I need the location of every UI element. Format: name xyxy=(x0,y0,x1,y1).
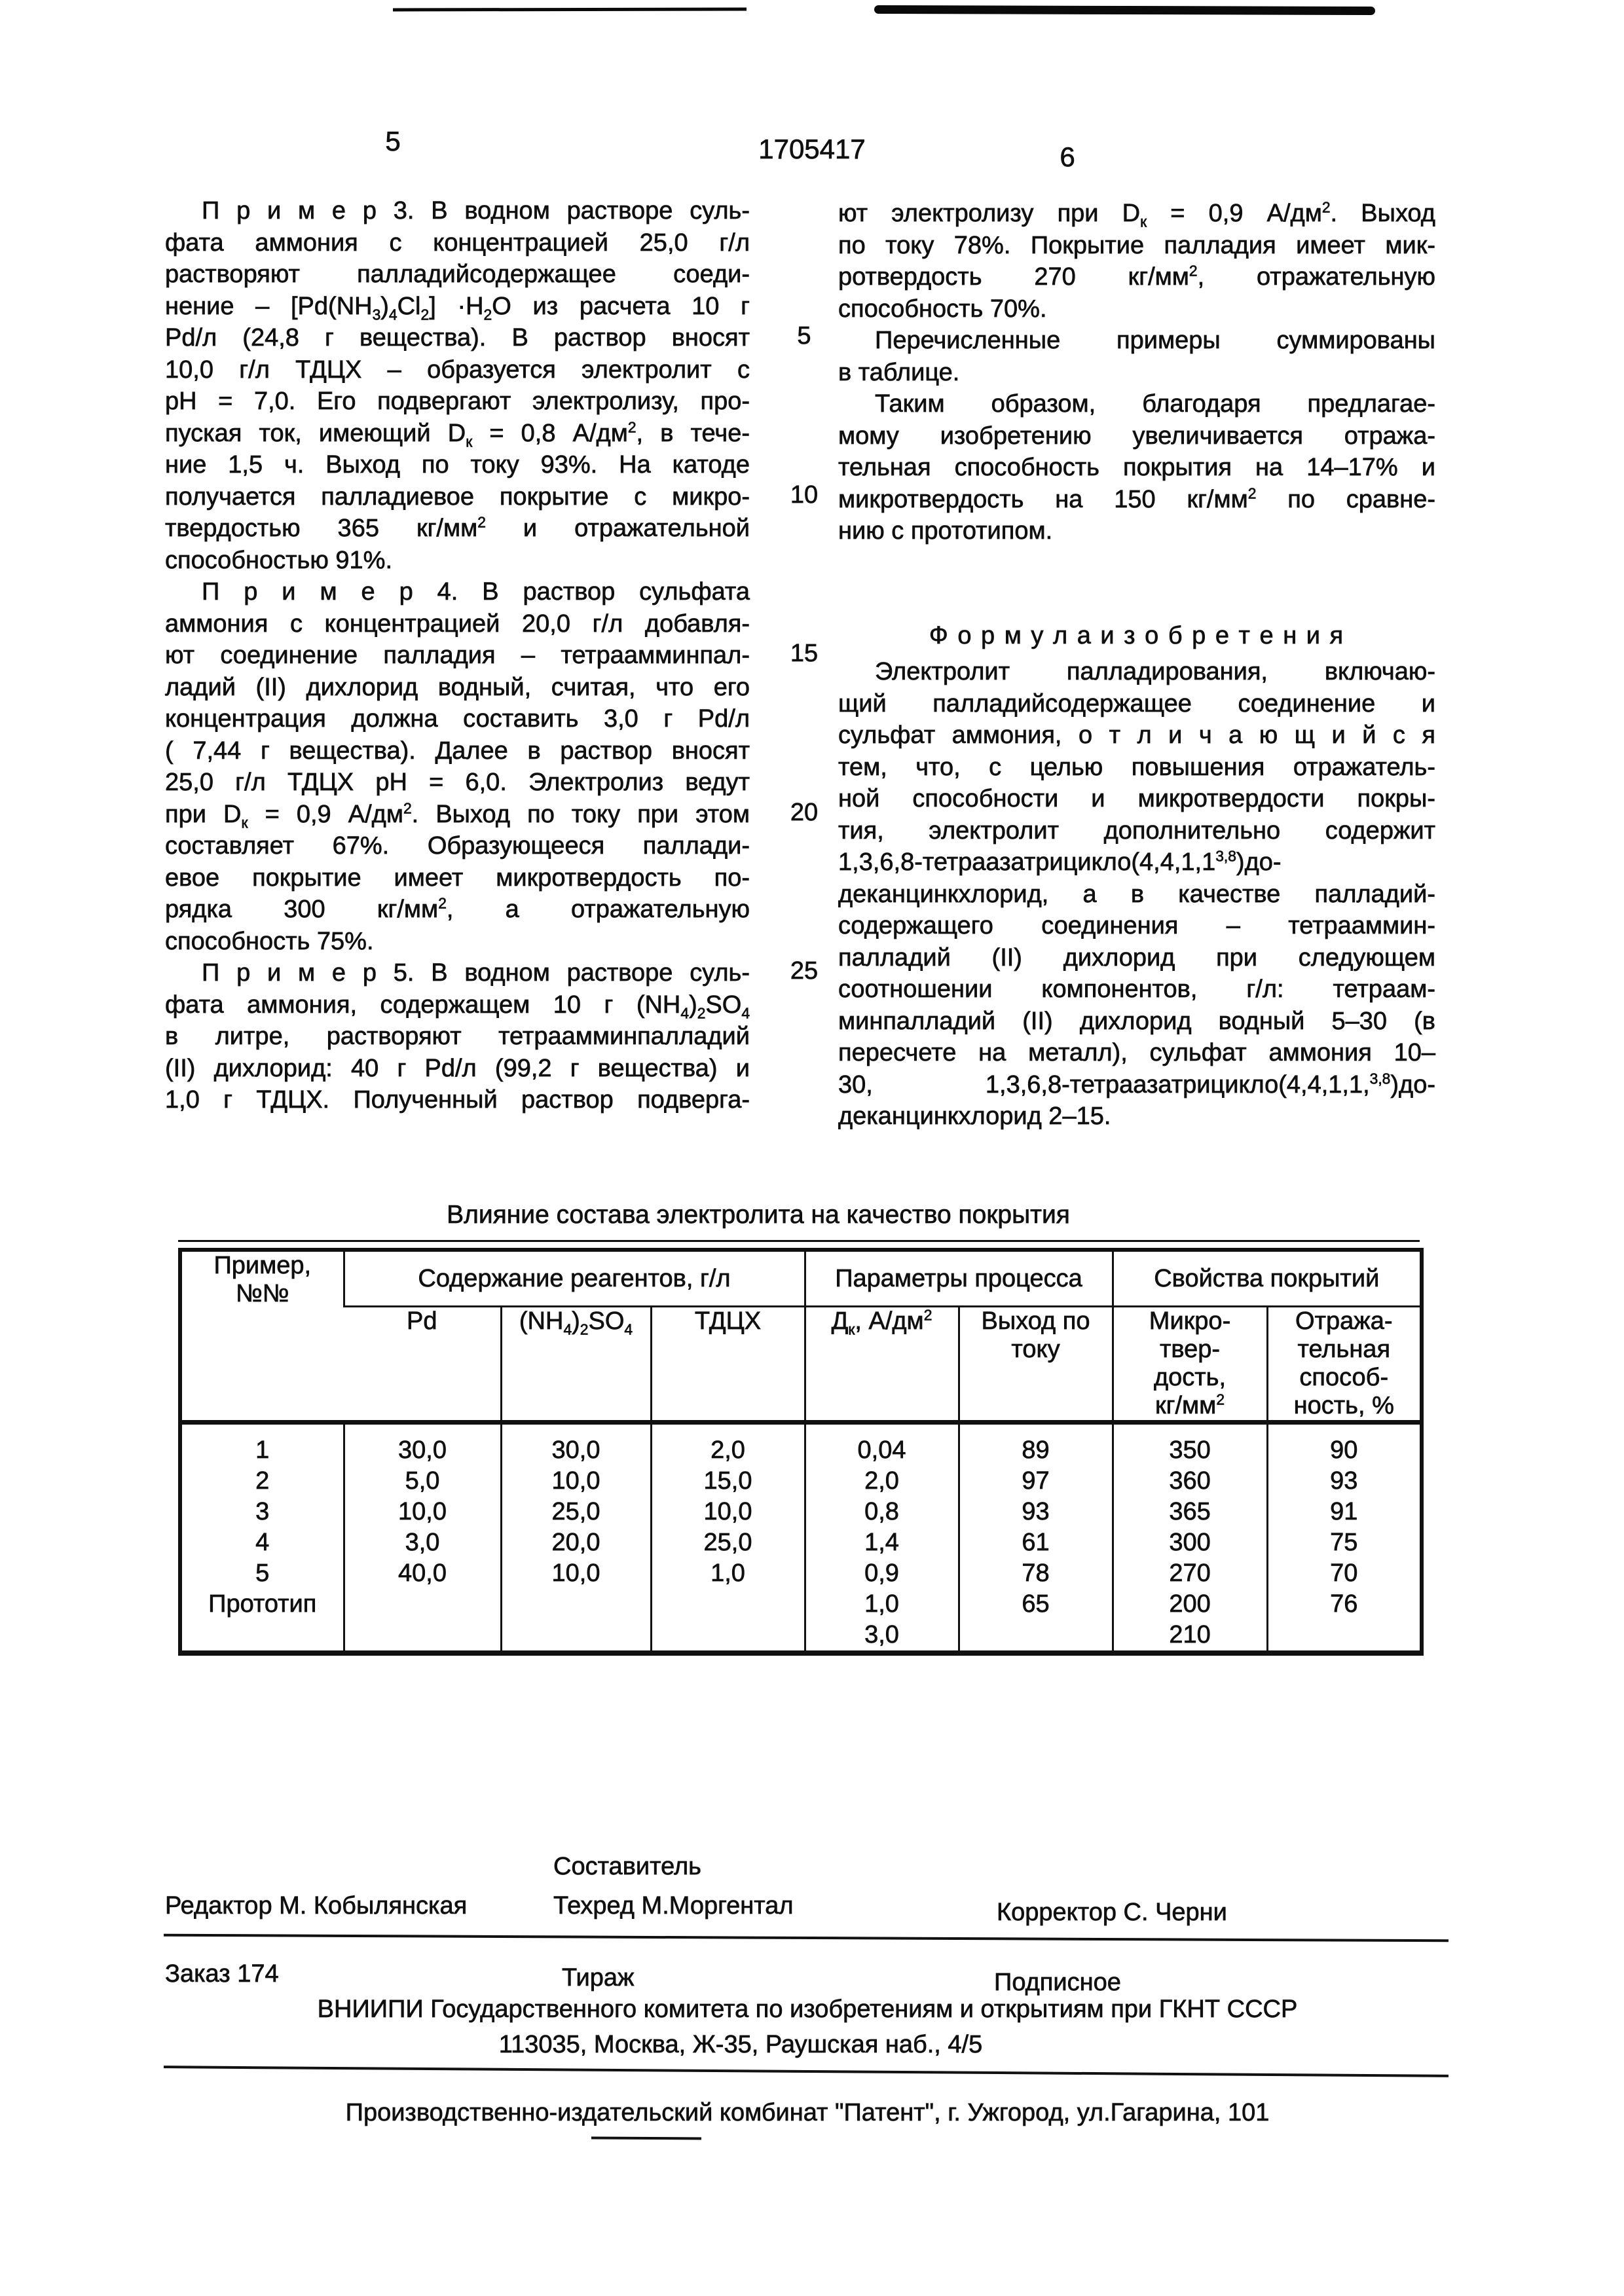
table-row xyxy=(180,1497,1422,1527)
text-line: концентрация должна составить 3,0 г Pd/л xyxy=(165,705,750,733)
text-line: минпалладий (II) дихлорид водный 5–30 (в xyxy=(838,1007,1435,1035)
table-header-reagents-group: Содержание реагентов, г/л xyxy=(344,1250,805,1307)
table-cell: 3,0 xyxy=(805,1620,959,1653)
reagents-table xyxy=(178,1248,1424,1656)
text-line: ротвердость 270 $кг/мм^2$, отражательную xyxy=(838,262,1435,291)
right-text-column-formula xyxy=(838,656,1435,1133)
text-line: палладий (II) дихлорид при следующем xyxy=(838,943,1435,972)
table-header-microhardness: Микро- твер- дость, $кг/мм^2$ xyxy=(1113,1307,1267,1423)
text-line: (II) дихлорид: 40 г Pd/л (99,2 г вещества) и xyxy=(165,1054,750,1082)
text-line: тия, электролит дополнительно содержит xyxy=(838,816,1435,845)
table-cell: 10,0 xyxy=(651,1497,805,1527)
table-cell: 2,0 xyxy=(651,1423,805,1467)
text-line: способность 75%. xyxy=(165,927,374,955)
scan-artifact-bar xyxy=(874,5,1375,15)
text-line: способностью 91%. xyxy=(165,546,393,574)
formula-heading: Ф о р м у л а и з о б р е т е н и я xyxy=(929,622,1345,649)
text-line: деканцинкхлорид 2–15. xyxy=(838,1102,1111,1130)
table-cell: 1 xyxy=(255,1436,270,1464)
table-cell: 20,0 xyxy=(501,1527,651,1558)
table-cell: 1,4 xyxy=(805,1527,959,1558)
text-line: П р и м е р 5. В водном растворе суль- xyxy=(202,959,750,987)
left-text-column xyxy=(165,195,750,1116)
text-line: способность 70%. xyxy=(838,295,1047,323)
text-line: 10,0 г/л ТДЦХ – образуется электролит с xyxy=(165,355,750,384)
table-cell: 97 xyxy=(959,1466,1113,1497)
text-line: pH = 7,0. Его подвергают электролизу, про- xyxy=(165,388,750,415)
table-cell: 2,0 xyxy=(805,1466,959,1497)
editor-credit: Редактор М. Кобылянская xyxy=(165,1892,468,1920)
text-line: Перечисленные примеры суммированы xyxy=(875,327,1435,354)
table-cell: 10,0 xyxy=(501,1466,651,1497)
table-cell xyxy=(651,1589,805,1620)
table-top-line xyxy=(178,1240,1420,1242)
table-cell: 4 xyxy=(255,1529,270,1556)
text-line: 25,0 г/л ТДЦХ pH = 6,0. Электролиз ведут xyxy=(165,769,750,796)
text-line: рядка 300 $кг/мм^2$, а отражательную xyxy=(165,894,750,923)
table-row xyxy=(180,1466,1422,1497)
table-row xyxy=(180,1423,1422,1467)
table-cell: 0,9 xyxy=(805,1558,959,1589)
table-cell: 3,0 xyxy=(344,1527,501,1558)
order-number: Заказ 174 xyxy=(165,1960,279,1988)
text-line: ние 1,5 ч. Выход по току 93%. На катоде xyxy=(165,451,750,479)
text-line: щий палладийсодержащее соединение и xyxy=(838,689,1435,718)
table-cell: 360 xyxy=(1113,1466,1267,1497)
table-cell: 3 xyxy=(255,1498,270,1525)
text-line: в литре, растворяют тетраамминпалладий xyxy=(165,1023,750,1050)
table-cell: 5,0 xyxy=(344,1466,501,1497)
table-row xyxy=(180,1589,1422,1620)
table-cell: 2 xyxy=(255,1467,270,1495)
table-cell: Прототип xyxy=(208,1590,317,1618)
table-row xyxy=(180,1620,1422,1653)
table-header-ammonium-sulfate: $(NH_4)_2SO_4$ xyxy=(501,1307,651,1423)
table-cell: 75 xyxy=(1267,1527,1422,1558)
text-line: тельная способность покрытия на 14–17% и xyxy=(838,454,1435,481)
text-line: Pd/л (24,8 г вещества). В раствор вносят xyxy=(165,324,750,352)
table-cell xyxy=(344,1620,501,1653)
text-line: ( 7,44 г вещества). Далее в раствор вносят xyxy=(165,737,750,765)
table-header-pd: Pd xyxy=(344,1307,501,1423)
table-cell: 1,0 xyxy=(805,1589,959,1620)
text-line: соотношении компонентов, г/л: тетраам- xyxy=(838,975,1435,1003)
text-line: нию с прототипом. xyxy=(838,517,1053,545)
table-cell xyxy=(651,1620,805,1653)
text-line: мому изобретению увеличивается отража- xyxy=(838,422,1435,450)
table-cell: 91 xyxy=(1267,1497,1422,1527)
gutter-line-number: 20 xyxy=(790,799,819,826)
compiler-label: Составитель xyxy=(553,1853,701,1880)
table-cell: 30,0 xyxy=(344,1423,501,1467)
street-address: 113035, Москва, Ж-35, Раушская наб., 4/5 xyxy=(498,2031,983,2058)
footer-rule xyxy=(164,1934,1449,1942)
table-cell xyxy=(959,1620,1113,1653)
text-line: по току 78%. Покрытие палладия имеет мик- xyxy=(838,231,1435,259)
text-line: твердостью 365 $кг/мм^2$ и отражательной xyxy=(165,513,750,542)
table-cell: 270 xyxy=(1113,1558,1267,1589)
text-line: евое покрытие имеет микротвердость по- xyxy=(165,864,750,892)
table-cell: 365 xyxy=(1113,1497,1267,1527)
table-cell: 1,0 xyxy=(651,1558,805,1589)
podpisnoe-label: Подписное xyxy=(994,1969,1121,1996)
text-line: 1,3,6,8-тетраазатрицикло(4,4,1,1$^{3,8}$)до- xyxy=(838,847,1282,876)
table-cell: 65 xyxy=(959,1589,1113,1620)
table-header-example: Пример, №№ xyxy=(180,1250,344,1423)
gutter-line-number: 10 xyxy=(790,481,819,509)
text-line: деканцинкхлорид, а в качестве палладий- xyxy=(838,880,1435,908)
text-line: П р и м е р 3. В водном растворе суль- xyxy=(202,197,750,225)
tirazh-label: Тираж xyxy=(562,1964,635,1992)
table-cell xyxy=(501,1620,651,1653)
table-header-current-yield: Выход по току xyxy=(959,1307,1113,1423)
text-line: ладий (II) дихлорид водный, считая, что его xyxy=(165,673,750,701)
gutter-line-number: 15 xyxy=(790,640,819,667)
table-cell: 10,0 xyxy=(344,1497,501,1527)
text-line: сульфат аммония, о т л и ч а ю щ и й с я xyxy=(838,721,1435,749)
table-cell xyxy=(180,1620,344,1653)
short-underline xyxy=(591,2137,701,2140)
table-header-reflectivity: Отража- тельная способ- ность, % xyxy=(1267,1307,1422,1423)
table-cell: 15,0 xyxy=(651,1466,805,1497)
text-line: П р и м е р 4. В раствор сульфата xyxy=(202,578,750,606)
table-cell: 40,0 xyxy=(344,1558,501,1589)
table-cell: 70 xyxy=(1267,1558,1422,1589)
table-cell: 300 xyxy=(1113,1527,1267,1558)
table-cell: 93 xyxy=(1267,1466,1422,1497)
text-line: Таким образом, благодаря предлагае- xyxy=(875,390,1435,418)
text-line: микротвердость на 150 $кг/мм^2$ по сравне- xyxy=(838,484,1435,513)
table-cell: 0,8 xyxy=(805,1497,959,1527)
text-line: составляет 67%. Образующееся паллади- xyxy=(165,832,750,860)
table-cell: 10,0 xyxy=(501,1558,651,1589)
page-number-right: 6 xyxy=(1060,141,1075,172)
scan-artifact-bar xyxy=(393,8,747,12)
text-line: Электролит палладирования, включаю- xyxy=(875,658,1435,685)
table-cell: 90 xyxy=(1267,1423,1422,1467)
corrector-credit: Корректор С. Черни xyxy=(997,1899,1227,1926)
text-line: пуская ток, имеющий $D_к = 0,8$ $А/дм^2$, в тече- xyxy=(165,418,750,450)
text-line: 1,0 г ТДЦХ. Полученный раствор подверга- xyxy=(165,1086,750,1114)
page-number-left: 5 xyxy=(385,126,401,156)
text-line: растворяют палладийсодержащее соеди- xyxy=(165,261,750,288)
table-cell: 93 xyxy=(959,1497,1113,1527)
table-header-current-density: $Д_к$, $А/дм^2$ xyxy=(805,1307,959,1423)
table-cell: 350 xyxy=(1113,1423,1267,1467)
text-line: пересчете на металл), сульфат аммония 10– xyxy=(838,1039,1435,1066)
table-cell: 200 xyxy=(1113,1589,1267,1620)
table-body xyxy=(180,1423,1422,1654)
table-cell xyxy=(1267,1620,1422,1653)
text-line: в таблице. xyxy=(838,358,960,386)
table-header-tdch: ТДЦХ xyxy=(651,1307,805,1423)
patent-number: 1705417 xyxy=(758,134,866,164)
table-cell: 61 xyxy=(959,1527,1113,1558)
text-line: получается палладиевое покрытие с микро- xyxy=(165,483,750,511)
table-cell: 78 xyxy=(959,1558,1113,1589)
text-line: при $D_к = 0,9$ $А/дм^2$. Выход по току при этом xyxy=(165,799,750,831)
text-line: фата аммония, содержащем 10 г $(NH_4)_2SO_4$ xyxy=(165,991,750,1022)
table-group-header-row xyxy=(180,1250,1422,1307)
text-line: фата аммония с концентрацией 25,0 г/л xyxy=(165,228,750,257)
table-cell: 30,0 xyxy=(501,1423,651,1467)
table-cell: 25,0 xyxy=(501,1497,651,1527)
text-line: 30, 1,3,6,8-тетраазатрицикло(4,4,1,1,$^{3,8}$)до- xyxy=(838,1069,1435,1099)
table-header-process-group: Параметры процесса xyxy=(805,1250,1113,1307)
table-cell: 210 xyxy=(1113,1620,1267,1653)
vniipi-address: ВНИИПИ Государственного комитета по изобретениям и открытиям при ГКНТ СССР xyxy=(317,1995,1298,2023)
table-sub-header-row xyxy=(180,1307,1422,1423)
table-cell xyxy=(344,1589,501,1620)
table-cell: 0,04 xyxy=(805,1423,959,1467)
text-line: тем, что, с целью повышения отражатель- xyxy=(838,753,1435,781)
text-line: аммония с концентрацией 20,0 г/л добавля- xyxy=(165,610,750,638)
text-line: содержащего соединения – тетрааммин- xyxy=(838,912,1435,939)
table-caption: Влияние состава электролита на качество покрытия xyxy=(447,1201,1070,1229)
techred-credit: Техред М.Моргентал xyxy=(553,1892,794,1920)
text-line: нение – $[Pd(NH_3)_4Cl_2] \cdot H_2O$ из расчета 10 г xyxy=(165,292,750,323)
table-cell: 76 xyxy=(1267,1589,1422,1620)
text-line: ют электролизу при $D_к = 0,9$ $А/дм^2$. Выход xyxy=(838,198,1435,230)
footer-rule xyxy=(164,2066,1449,2077)
table-row xyxy=(180,1527,1422,1558)
table-cell: 89 xyxy=(959,1423,1113,1467)
text-line: ют соединение палладия – тетраамминпал- xyxy=(165,642,750,669)
gutter-line-number: 5 xyxy=(797,322,811,350)
table-cell: 5 xyxy=(255,1559,270,1587)
table-header-properties-group: Свойства покрытий xyxy=(1113,1250,1422,1307)
gutter-line-number: 25 xyxy=(790,957,819,985)
right-text-column-top xyxy=(838,198,1435,547)
plant-address: Производственно-издательский комбинат "Патент", г. Ужгород, ул.Гагарина, 101 xyxy=(345,2099,1270,2126)
table-cell: 25,0 xyxy=(651,1527,805,1558)
text-line: ной способности и микротвердости покры- xyxy=(838,785,1435,812)
table-cell xyxy=(501,1589,651,1620)
table-row xyxy=(180,1558,1422,1589)
